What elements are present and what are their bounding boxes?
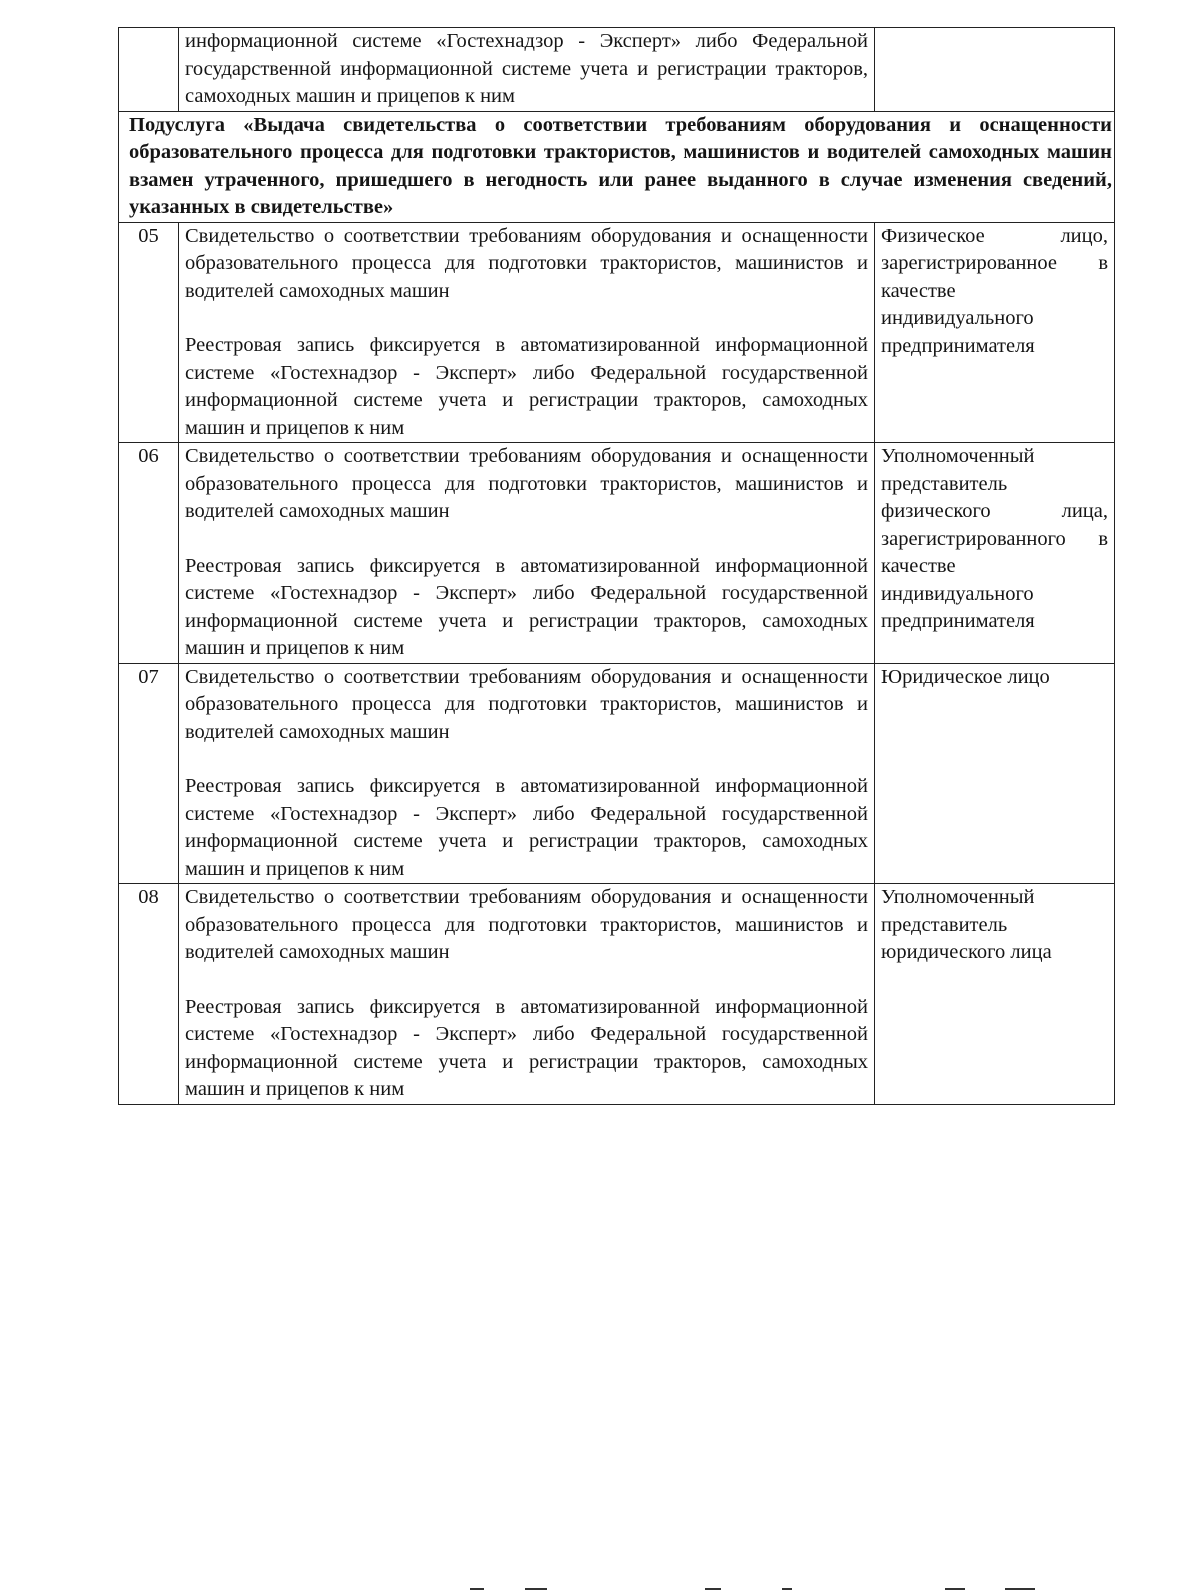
row-number: 08 xyxy=(119,884,179,1105)
scan-artifact xyxy=(470,1588,484,1590)
scan-artifact xyxy=(1005,1588,1035,1590)
scan-artifact xyxy=(945,1588,965,1590)
row-number xyxy=(119,28,179,112)
row-number: 06 xyxy=(119,443,179,664)
applicant-category: Уполномоченный представитель физического лица, зарегистрированного в качестве индивидуального предпринимателя xyxy=(875,443,1115,664)
paragraph-gap xyxy=(185,746,868,773)
document-title: Свидетельство о соответствии требованиям оборудования и оснащенности образовательного процесса для подготовки трактористов, машинистов и водителей самоходных машин xyxy=(185,224,868,302)
scan-artifact xyxy=(525,1588,547,1590)
applicant-category: Физическое лицо, зарегистрированное в качестве индивидуального предпринимателя xyxy=(875,222,1115,443)
subservice-heading: Подуслуга «Выдача свидетельства о соответствии требованиям оборудования и оснащенности образовательного процесса для подготовки трактористов, машинистов и водителей самоходных машин взамен утраченного, пришедшего в негодность или ранее выданного в случае изменения сведений, указанных в свидетельстве» xyxy=(119,111,1115,222)
registry-note: Реестровая запись фиксируется в автоматизированной информационной системе «Гостехнадзор - Эксперт» либо Федеральной государственной информационной системе учета и регистрации тракторов, самоходных машин и прицепов к ним xyxy=(185,995,868,1100)
applicant-category: Уполномоченный представитель юридического лица xyxy=(875,884,1115,1105)
document-cell xyxy=(179,222,875,443)
applicant-category: Юридическое лицо xyxy=(875,663,1115,884)
registry-note: Реестровая запись фиксируется в автоматизированной информационной системе «Гостехнадзор - Эксперт» либо Федеральной государственной информационной системе учета и регистрации тракторов, самоходных машин и прицепов к ним xyxy=(185,775,868,880)
paragraph-gap xyxy=(185,526,868,553)
table-row-carry-over xyxy=(119,28,1115,112)
paragraph-gap xyxy=(185,305,868,332)
registry-note: Реестровая запись фиксируется в автоматизированной информационной системе «Гостехнадзор - Эксперт» либо Федеральной государственной информационной системе учета и регистрации тракторов, самоходных машин и прицепов к ним xyxy=(185,334,868,439)
scan-artifact xyxy=(782,1588,792,1590)
table-row xyxy=(119,884,1115,1105)
document-title: Свидетельство о соответствии требованиям оборудования и оснащенности образовательного процесса для подготовки трактористов, машинистов и водителей самоходных машин xyxy=(185,445,868,522)
row-number: 05 xyxy=(119,222,179,443)
document-cell xyxy=(179,443,875,664)
scan-artifact xyxy=(705,1588,721,1590)
table-row xyxy=(119,443,1115,664)
registry-note: Реестровая запись фиксируется в автоматизированной информационной системе «Гостехнадзор - Эксперт» либо Федеральной государственной информационной системе учета и регистрации тракторов, самоходных машин и прицепов к ним xyxy=(185,554,868,659)
paragraph-gap xyxy=(185,967,868,994)
row-number: 07 xyxy=(119,663,179,884)
table-row xyxy=(119,663,1115,884)
table-row xyxy=(119,222,1115,443)
documents-table xyxy=(118,27,1115,1105)
document-title: Свидетельство о соответствии требованиям оборудования и оснащенности образовательного процесса для подготовки трактористов, машинистов и водителей самоходных машин xyxy=(185,886,868,963)
document-text: информационной системе «Гостехнадзор - Эксперт» либо Федеральной государственной информационной системе учета и регистрации тракторов, самоходных машин и прицепов к ним xyxy=(179,28,875,112)
subservice-heading-row xyxy=(119,111,1115,222)
document-cell xyxy=(179,663,875,884)
document-title: Свидетельство о соответствии требованиям оборудования и оснащенности образовательного процесса для подготовки трактористов, машинистов и водителей самоходных машин xyxy=(185,665,868,743)
applicant-category xyxy=(875,28,1115,112)
document-cell xyxy=(179,884,875,1105)
